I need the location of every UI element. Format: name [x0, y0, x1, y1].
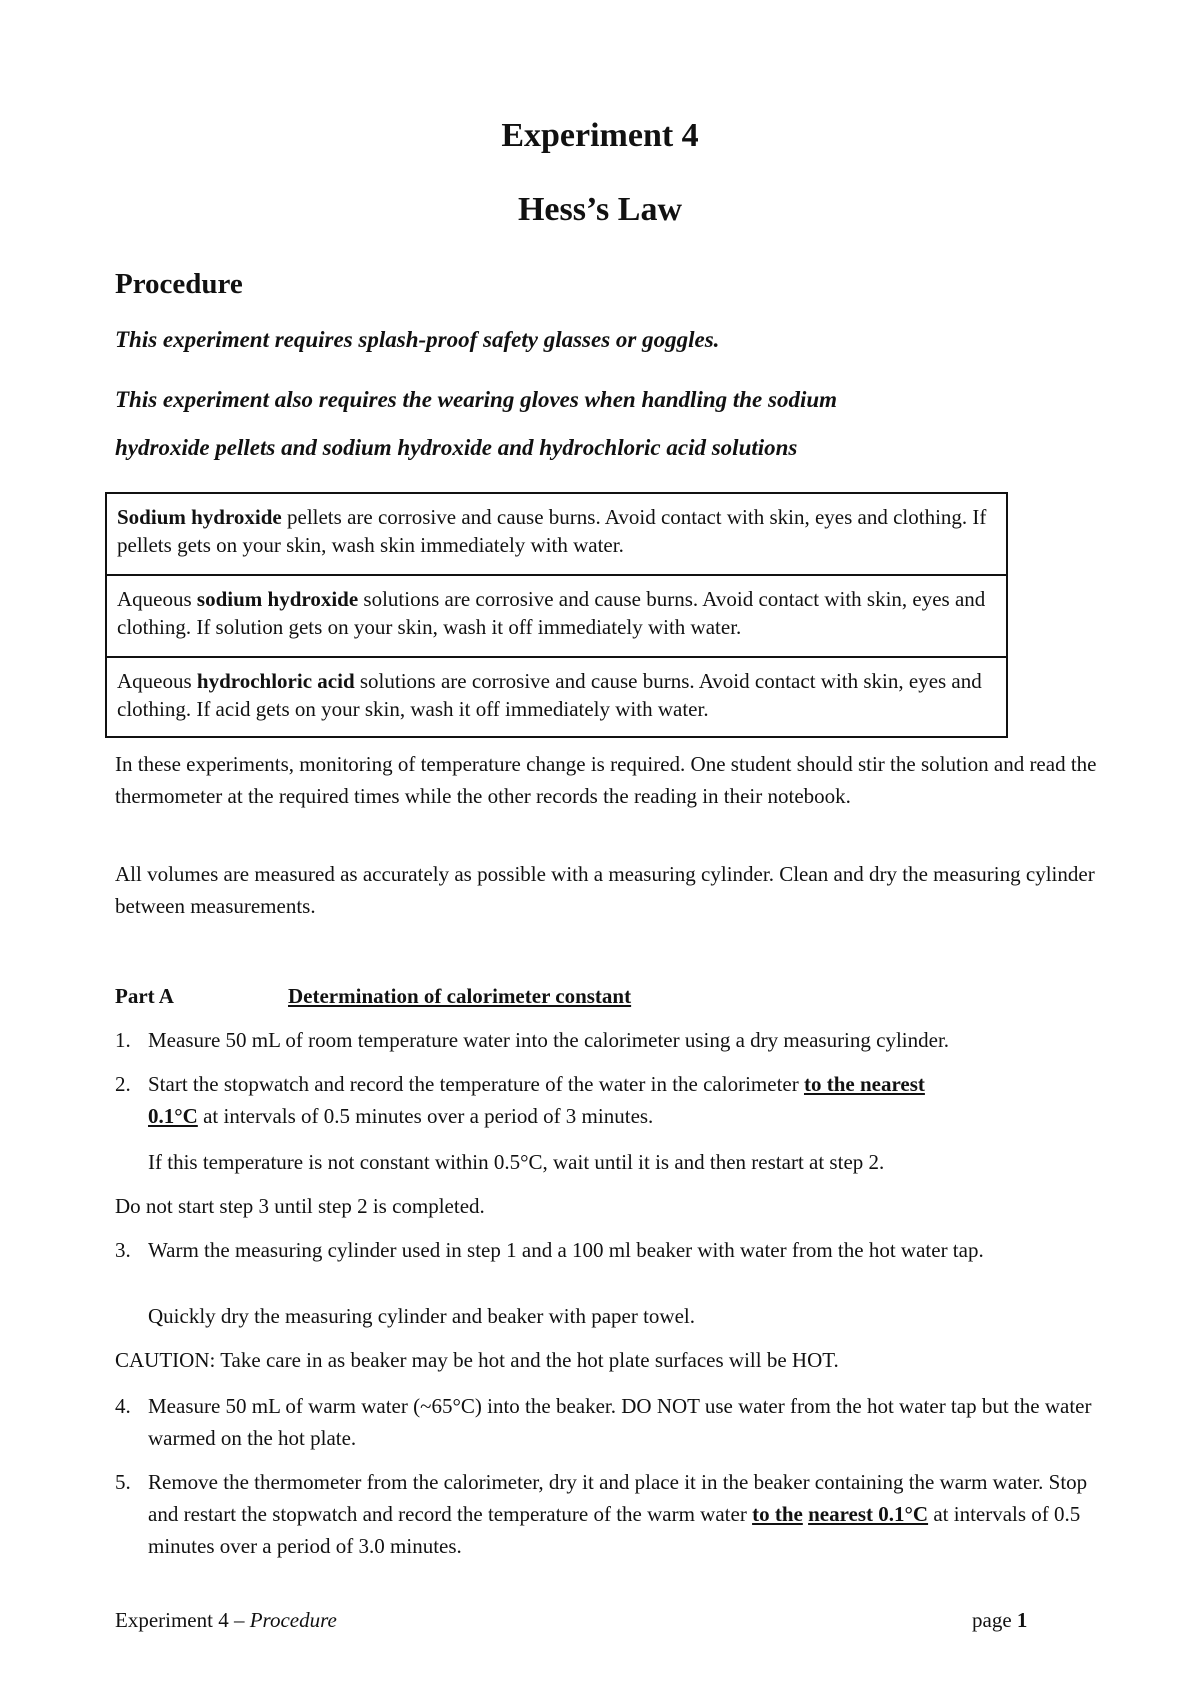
- step-4-text: Measure 50 mL of warm water (~65°C) into the beaker. DO NOT use water from the hot water tap but the water warmed on the hot plate.: [148, 1394, 1092, 1450]
- hazard-substance: sodium hydroxide: [196, 587, 359, 611]
- footer-page-number: [972, 1606, 1027, 1634]
- hazard-text-pre: Aqueous: [117, 587, 197, 611]
- step-5-text-a: Remove the thermometer from the calorimeter, dry it and place it in the beaker containing the warm water. Stop and restart the stopwatch and record the temperature of the warm water: [148, 1470, 1088, 1526]
- safety-warning-gloves-line2: hydroxide pellets and sodium hydroxide and hydrochloric acid solutions: [115, 435, 798, 460]
- hazard-row-naoh-pellets: [107, 494, 1006, 576]
- step-2-emphasis-a: to the nearest: [803, 1072, 925, 1096]
- step-2-text-b: at intervals of 0.5 minutes over a period of 3 minutes.: [197, 1104, 654, 1128]
- step-3-text: Warm the measuring cylinder used in step 1 and a 100 ml beaker with water from the hot water tap.: [148, 1238, 984, 1262]
- step-2-note: If this temperature is not constant within 0.5°C, wait until it is and then restart at step 2.: [148, 1150, 885, 1174]
- caution-note: CAUTION: Take care in as beaker may be hot and the hot plate surfaces will be HOT.: [115, 1348, 839, 1372]
- hazard-text-post: solutions are corrosive and cause burns. Avoid contact with skin, eyes and clothing. If acid gets on your skin, wash it off immediately with water.: [117, 669, 982, 721]
- hazard-text-post: solutions are corrosive and cause burns. Avoid contact with skin, eyes and clothing. If solution gets on your skin, wash it off immediately with water.: [117, 587, 986, 639]
- hazard-text-pre: Aqueous: [117, 669, 197, 693]
- step-3-text-cont: Quickly dry the measuring cylinder and beaker with paper towel.: [148, 1304, 695, 1328]
- step-1-text: Measure 50 mL of room temperature water into the calorimeter using a dry measuring cylinder.: [148, 1028, 950, 1052]
- step-number-4: 4.: [115, 1394, 131, 1418]
- part-a-title: Determination of calorimeter constant: [288, 984, 632, 1008]
- step-2-text-a: Start the stopwatch and record the temperature of the water in the calorimeter: [148, 1072, 804, 1096]
- step-2-text: [148, 1068, 1098, 1132]
- footer-page-value: 1: [1016, 1608, 1028, 1632]
- footer-page-label: page: [972, 1608, 1017, 1632]
- document-subtitle: Hess’s Law: [517, 191, 683, 228]
- step-number-3: 3.: [115, 1238, 131, 1262]
- step-2-emphasis-b: 0.1°C: [148, 1104, 198, 1128]
- section-heading-procedure: Procedure: [115, 268, 243, 300]
- hazard-substance: hydrochloric acid: [196, 669, 355, 693]
- part-a-label: Part A: [115, 984, 174, 1008]
- hazard-row-hcl-solution: [107, 658, 1006, 738]
- safety-warning-gloves-line1: This experiment also requires the wearing gloves when handling the sodium: [115, 387, 838, 412]
- safety-warning-glasses: This experiment requires splash-proof safety glasses or goggles.: [115, 327, 720, 352]
- intro-paragraph-monitoring: In these experiments, monitoring of temperature change is required. One student should stir the solution and read the thermometer at the required times while the other records the reading in their notebook.: [115, 752, 1097, 808]
- footer-experiment: Experiment 4 –: [115, 1608, 250, 1632]
- step-number-2: 2.: [115, 1072, 131, 1096]
- step-5-text: [148, 1466, 1098, 1562]
- step-3-prerequisite-note: Do not start step 3 until step 2 is completed.: [115, 1194, 485, 1218]
- step-5-text-b: at intervals of 0.5 minutes over a period of 3.0 minutes.: [148, 1502, 1081, 1558]
- hazard-table: [105, 492, 1008, 738]
- footer-section: Procedure: [249, 1608, 337, 1632]
- safety-warning-gloves: [115, 376, 1075, 472]
- hazard-substance: Sodium hydroxide: [117, 505, 282, 529]
- intro-paragraph-volumes: All volumes are measured as accurately as possible with a measuring cylinder. Clean and dry the measuring cylinder between measurements.: [115, 862, 1095, 918]
- step-number-5: 5.: [115, 1470, 131, 1494]
- footer-document-label: [115, 1606, 337, 1634]
- document-title: Experiment 4: [501, 117, 699, 154]
- step-5-emphasis-b: nearest 0.1°C: [808, 1502, 929, 1526]
- step-number-1: 1.: [115, 1028, 131, 1052]
- step-5-emphasis-a: to the: [752, 1502, 803, 1526]
- hazard-row-naoh-solution: [107, 576, 1006, 658]
- hazard-text-post: pellets are corrosive and cause burns. Avoid contact with skin, eyes and clothing. If pellets gets on your skin, wash skin immediately with water.: [117, 505, 987, 557]
